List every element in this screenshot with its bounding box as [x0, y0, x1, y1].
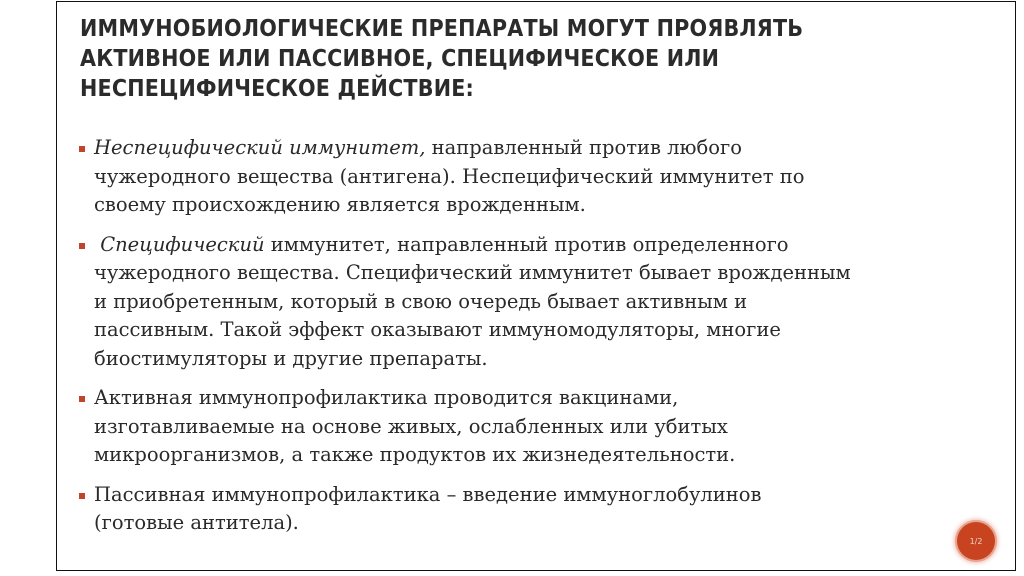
- bullet-line: (готовые антитела).: [94, 511, 299, 534]
- bullet-square-icon: [79, 493, 85, 499]
- bullet-item-specific: [74, 231, 974, 374]
- bullet-item-nonspecific: [74, 134, 974, 220]
- bullet-line: [94, 231, 974, 260]
- italic-term: Неспецифический иммунитет,: [94, 136, 426, 159]
- slide-number-text: 1/2: [969, 536, 983, 546]
- bullet-square-icon: [79, 396, 85, 402]
- slide-number-badge: [957, 522, 995, 560]
- title-line: ИММУНОБИОЛОГИЧЕСКИЕ ПРЕПАРАТЫ МОГУТ ПРОЯВЛЯТЬ: [80, 16, 804, 42]
- bullet-text: иммунитет, направленный против определенного: [264, 232, 789, 256]
- bullet-line: своему происхождению является врожденным.: [94, 193, 586, 216]
- bullet-line: [94, 134, 974, 163]
- bullet-text: направленный против любого: [425, 136, 742, 159]
- title-line: АКТИВНОЕ ИЛИ ПАССИВНОЕ, СПЕЦИФИЧЕСКОЕ ИЛИ: [80, 46, 720, 72]
- title-line: НЕСПЕЦИФИЧЕСКОЕ ДЕЙСТВИЕ:: [80, 76, 475, 102]
- bullet-line: микроорганизмов, а также продуктов их жизнедеятельности.: [94, 443, 736, 466]
- bullet-square-icon: [79, 146, 85, 152]
- bullet-line: пассивным. Такой эффект оказывают иммуномодуляторы, многие: [94, 318, 781, 341]
- bullet-item-passive: [74, 481, 974, 538]
- italic-term: Специфический: [94, 232, 265, 256]
- bullet-item-active: [74, 384, 974, 470]
- bullet-line: и приобретенным, который в свою очередь бывает активным и: [94, 289, 748, 313]
- bullet-line: Активная иммунопрофилактика проводится вакцинами,: [94, 386, 679, 409]
- bullet-line: изготавливаемые на основе живых, ослабленных или убитых: [94, 414, 728, 438]
- slide-title: [80, 14, 980, 104]
- bullet-line: биостимуляторы и другие препараты.: [94, 346, 488, 370]
- bullet-list: [74, 134, 974, 549]
- bullet-line: чужеродного вещества. Специфический иммунитет бывает врожденным: [94, 261, 851, 284]
- bullet-line: Пассивная иммунопрофилактика – введение иммуноглобулинов: [94, 482, 762, 506]
- bullet-square-icon: [79, 243, 85, 249]
- bullet-line: чужеродного вещества (антигена). Неспецифический иммунитет по: [94, 164, 805, 188]
